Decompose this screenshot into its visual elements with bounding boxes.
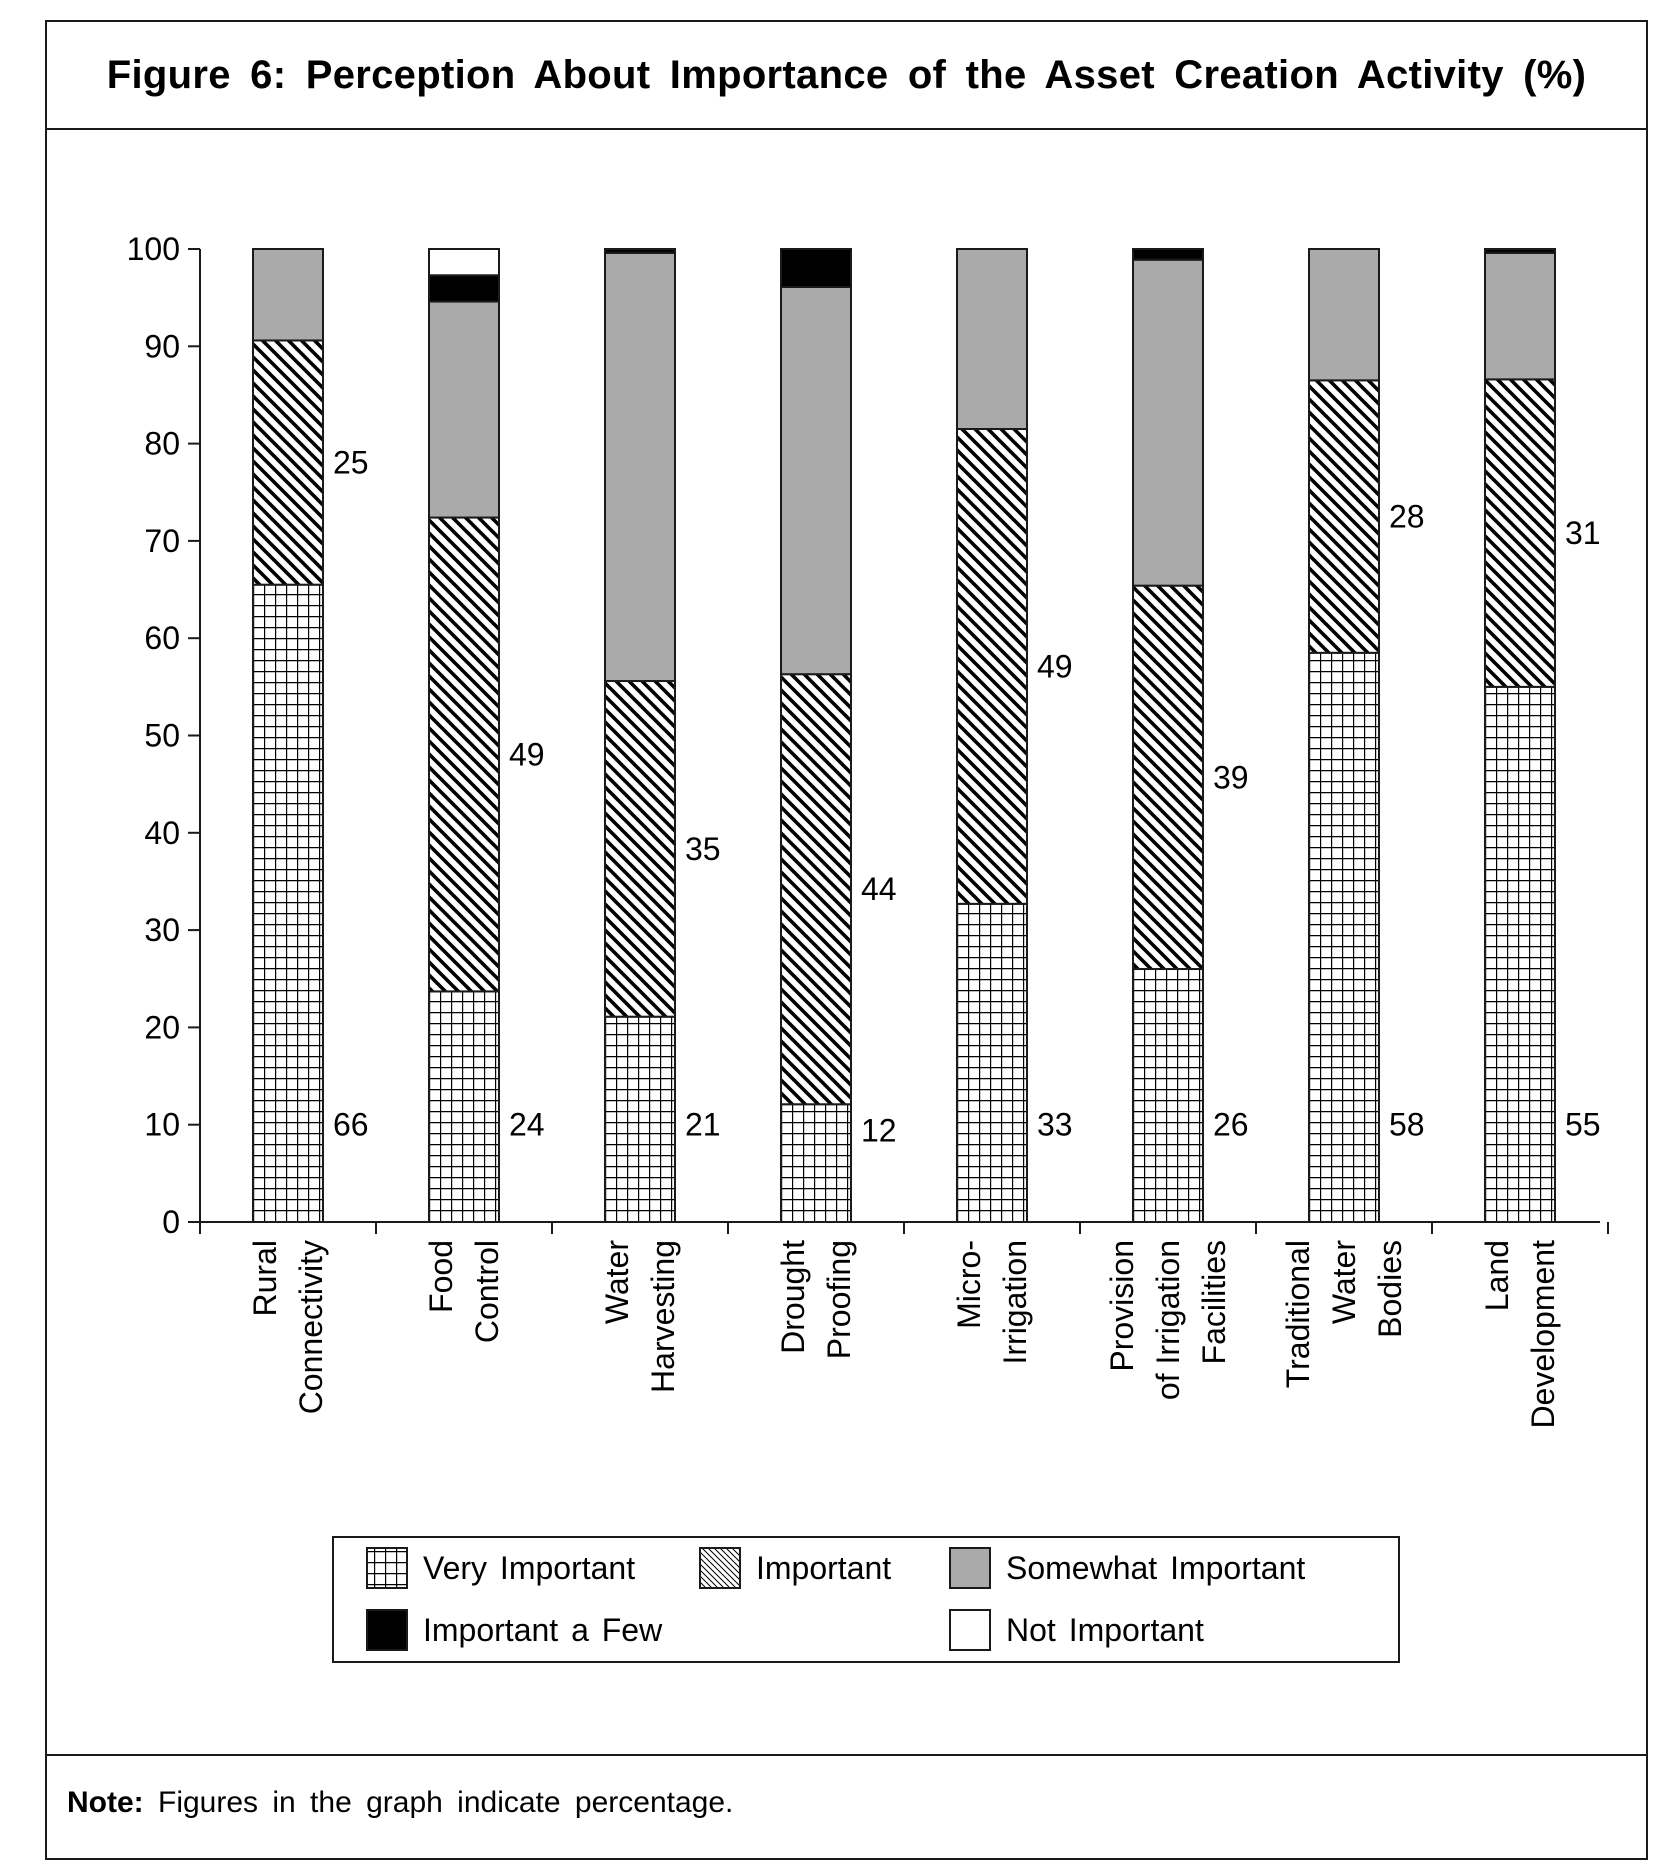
data-label: 44 [861, 871, 897, 908]
data-label: 49 [509, 736, 545, 773]
bar-segment-very-important [957, 904, 1027, 1222]
category-label: Development [1525, 1240, 1561, 1429]
bar-segment-very-important [1309, 653, 1379, 1222]
data-label: 49 [1037, 648, 1073, 685]
bar-segment-somewhat-important [957, 249, 1027, 429]
y-tick-label: 90 [144, 328, 180, 365]
bar-segment-important-a-few [1485, 249, 1555, 253]
bar-segment-somewhat-important [429, 302, 499, 518]
y-tick-label: 100 [126, 231, 180, 267]
bars [253, 249, 1555, 1222]
data-label: 35 [685, 830, 721, 867]
bar-segment-very-important [1133, 969, 1203, 1222]
data-label: 12 [861, 1112, 897, 1149]
category-label: Water [1326, 1240, 1362, 1325]
data-label: 58 [1389, 1106, 1425, 1143]
data-label: 66 [333, 1106, 369, 1143]
data-label: 21 [685, 1106, 721, 1143]
legend-label-somewhat-important: Somewhat Important [1006, 1550, 1306, 1586]
y-tick-label: 10 [144, 1106, 180, 1143]
bar-segment-somewhat-important [1309, 249, 1379, 380]
y-tick-label: 40 [144, 814, 180, 851]
bar-segment-important [1485, 379, 1555, 686]
legend-label-not-important: Not Important [1006, 1612, 1204, 1648]
figure-title: Figure 6: Perception About Importance of the Asset Creation Activity (%) [106, 52, 1587, 97]
category-label: Harvesting [645, 1240, 681, 1393]
y-tick-label: 0 [162, 1204, 180, 1240]
bar-segment-important-a-few [429, 275, 499, 301]
y-tick-label: 30 [144, 912, 180, 949]
data-label: 25 [333, 444, 369, 481]
category-label: Rural [247, 1240, 283, 1317]
legend-swatch-not-important [950, 1610, 990, 1650]
bar-segment-somewhat-important [781, 287, 851, 674]
category-label: Water [599, 1240, 635, 1325]
category-label: Irrigation [997, 1240, 1033, 1365]
legend-swatch-very-important [367, 1548, 407, 1588]
category-label: Land [1479, 1240, 1515, 1312]
bar-segment-important [253, 340, 323, 584]
data-label: 26 [1213, 1106, 1249, 1143]
category-label: Connectivity [293, 1240, 329, 1415]
category-label: Proofing [821, 1240, 857, 1360]
y-tick-label: 20 [144, 1009, 180, 1046]
category-label: Facilities [1196, 1240, 1232, 1365]
data-label: 55 [1565, 1106, 1601, 1143]
bar-segment-not-important [429, 249, 499, 275]
bar-segment-important [1133, 586, 1203, 969]
data-label: 39 [1213, 759, 1249, 796]
bar-segment-somewhat-important [605, 253, 675, 681]
y-tick-label: 60 [144, 620, 180, 657]
bar-segment-important-a-few [605, 249, 675, 253]
legend-swatch-somewhat-important [950, 1548, 990, 1588]
legend-label-very-important: Very Important [423, 1550, 636, 1586]
legend-swatch-important [700, 1548, 740, 1588]
bar-segment-very-important [253, 585, 323, 1222]
bar-segment-important-a-few [1133, 249, 1203, 260]
bar-segment-somewhat-important [253, 249, 323, 340]
bar-segment-important [957, 429, 1027, 904]
category-label: Traditional [1280, 1240, 1316, 1389]
category-label: Micro- [951, 1240, 987, 1329]
legend-swatch-important-a-few [367, 1610, 407, 1650]
category-label: Drought [775, 1240, 811, 1354]
note-text: Figures in the graph indicate percentage. [158, 1786, 734, 1819]
bar-segment-very-important [1485, 687, 1555, 1222]
y-tick-label: 50 [144, 717, 180, 754]
data-label: 33 [1037, 1106, 1073, 1143]
note-label: Note: [67, 1786, 144, 1819]
category-label: Food [423, 1240, 459, 1313]
data-label: 24 [509, 1106, 545, 1143]
bar-segment-important-a-few [781, 249, 851, 287]
legend [333, 1537, 1399, 1662]
category-label: of Irrigation [1150, 1240, 1186, 1401]
data-label: 28 [1389, 498, 1425, 535]
y-tick-label: 70 [144, 522, 180, 559]
bar-segment-important [429, 518, 499, 992]
axes [127, 231, 1608, 1240]
data-label: 31 [1565, 515, 1601, 552]
bar-segment-somewhat-important [1485, 253, 1555, 379]
bar-segment-very-important [429, 991, 499, 1222]
y-tick-label: 80 [144, 425, 180, 462]
category-label: Control [469, 1240, 505, 1344]
bar-segment-important [605, 681, 675, 1017]
category-label: Provision [1104, 1240, 1140, 1372]
legend-label-important: Important [756, 1550, 892, 1586]
bar-segment-important [1309, 380, 1379, 652]
category-label: Bodies [1372, 1240, 1408, 1338]
bar-segment-somewhat-important [1133, 260, 1203, 586]
bar-segment-very-important [781, 1104, 851, 1222]
bar-segment-very-important [605, 1017, 675, 1222]
bar-segment-important [781, 674, 851, 1104]
category-labels [247, 1240, 1561, 1429]
legend-label-important-a-few: Important a Few [423, 1612, 663, 1648]
